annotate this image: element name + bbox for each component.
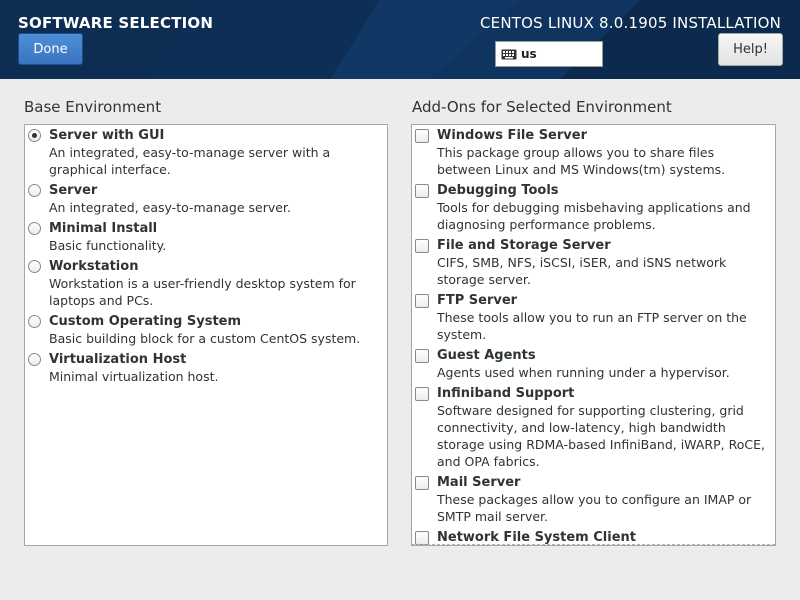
checkbox-icon[interactable] xyxy=(415,239,429,253)
help-button[interactable]: Help! xyxy=(718,33,783,66)
header-bar xyxy=(0,0,800,79)
addon-description: Software designed for supporting clustering, grid connectivity, and low-latency, high bandwidth storage using RDMA-based InfiniBand, iWARP, RoCE, and OPA fabrics. xyxy=(437,403,765,469)
addon-name: Guest Agents xyxy=(437,348,536,363)
addon-description: CIFS, SMB, NFS, iSCSI, iSER, and iSNS network storage server. xyxy=(437,255,727,287)
product-title: CENTOS LINUX 8.0.1905 INSTALLATION xyxy=(479,14,781,32)
option-description: Workstation is a user-friendly desktop system for laptops and PCs. xyxy=(49,276,356,308)
base-environment-option[interactable] xyxy=(25,258,387,309)
checkbox-icon[interactable] xyxy=(415,476,429,490)
option-name: Custom Operating System xyxy=(49,314,242,329)
addon-description: Agents used when running under a hypervisor. xyxy=(437,365,730,380)
addon-option[interactable] xyxy=(412,474,775,525)
radio-unchecked-icon[interactable] xyxy=(28,222,41,235)
base-environment-title: Base Environment xyxy=(24,98,162,116)
checkbox-icon[interactable] xyxy=(415,294,429,308)
addon-name: File and Storage Server xyxy=(437,238,611,253)
done-button[interactable]: Done xyxy=(18,33,83,65)
addon-name: Debugging Tools xyxy=(437,183,559,198)
option-name: Server with GUI xyxy=(49,128,165,143)
addon-option[interactable] xyxy=(412,292,775,343)
list-cut-indicator xyxy=(412,544,775,545)
base-environment-list xyxy=(24,124,388,546)
addon-option[interactable] xyxy=(412,127,775,178)
addon-name: Infiniband Support xyxy=(437,386,575,401)
addon-option[interactable] xyxy=(412,347,775,381)
checkbox-icon[interactable] xyxy=(415,184,429,198)
addons-title: Add-Ons for Selected Environment xyxy=(412,98,672,116)
addon-option[interactable] xyxy=(412,385,775,470)
option-description: Basic building block for a custom CentOS system. xyxy=(49,331,361,346)
addon-description: Tools for debugging misbehaving applications and diagnosing performance problems. xyxy=(437,200,751,232)
addon-description: These packages allow you to configure an IMAP or SMTP mail server. xyxy=(437,492,752,524)
radio-unchecked-icon[interactable] xyxy=(28,315,41,328)
checkbox-icon[interactable] xyxy=(415,387,429,401)
option-name: Server xyxy=(49,183,98,198)
radio-checked-icon[interactable] xyxy=(28,129,41,142)
option-description: An integrated, easy-to-manage server with a graphical interface. xyxy=(49,145,331,177)
spoke-title: SOFTWARE SELECTION xyxy=(18,14,214,32)
addon-name: FTP Server xyxy=(437,293,518,308)
base-environment-option[interactable] xyxy=(25,220,387,254)
base-environment-option[interactable] xyxy=(25,313,387,347)
header-background-graphic xyxy=(0,0,800,79)
addon-description: These tools allow you to run an FTP server on the system. xyxy=(437,310,747,342)
base-environment-option[interactable] xyxy=(25,351,387,385)
option-name: Minimal Install xyxy=(49,221,158,236)
addon-name: Mail Server xyxy=(437,475,521,490)
addon-option[interactable] xyxy=(412,182,775,233)
base-environment-option[interactable] xyxy=(25,127,387,178)
checkbox-icon[interactable] xyxy=(415,531,429,545)
addons-list[interactable] xyxy=(411,124,776,546)
keyboard-layout-indicator[interactable] xyxy=(495,41,603,67)
option-name: Virtualization Host xyxy=(49,352,187,367)
option-description: Basic functionality. xyxy=(49,238,167,253)
keyboard-layout-label: us xyxy=(521,47,537,61)
addon-description: This package group allows you to share files between Linux and MS Windows(tm) systems. xyxy=(437,145,726,177)
keyboard-icon xyxy=(501,49,517,60)
addon-name: Windows File Server xyxy=(437,128,587,143)
checkbox-icon[interactable] xyxy=(415,129,429,143)
radio-unchecked-icon[interactable] xyxy=(28,260,41,273)
checkbox-icon[interactable] xyxy=(415,349,429,363)
option-description: Minimal virtualization host. xyxy=(49,369,219,384)
addon-option[interactable] xyxy=(412,237,775,288)
option-name: Workstation xyxy=(49,259,139,274)
radio-unchecked-icon[interactable] xyxy=(28,353,41,366)
option-description: An integrated, easy-to-manage server. xyxy=(49,200,291,215)
base-environment-option[interactable] xyxy=(25,182,387,216)
addon-name: Network File System Client xyxy=(437,530,636,545)
radio-unchecked-icon[interactable] xyxy=(28,184,41,197)
